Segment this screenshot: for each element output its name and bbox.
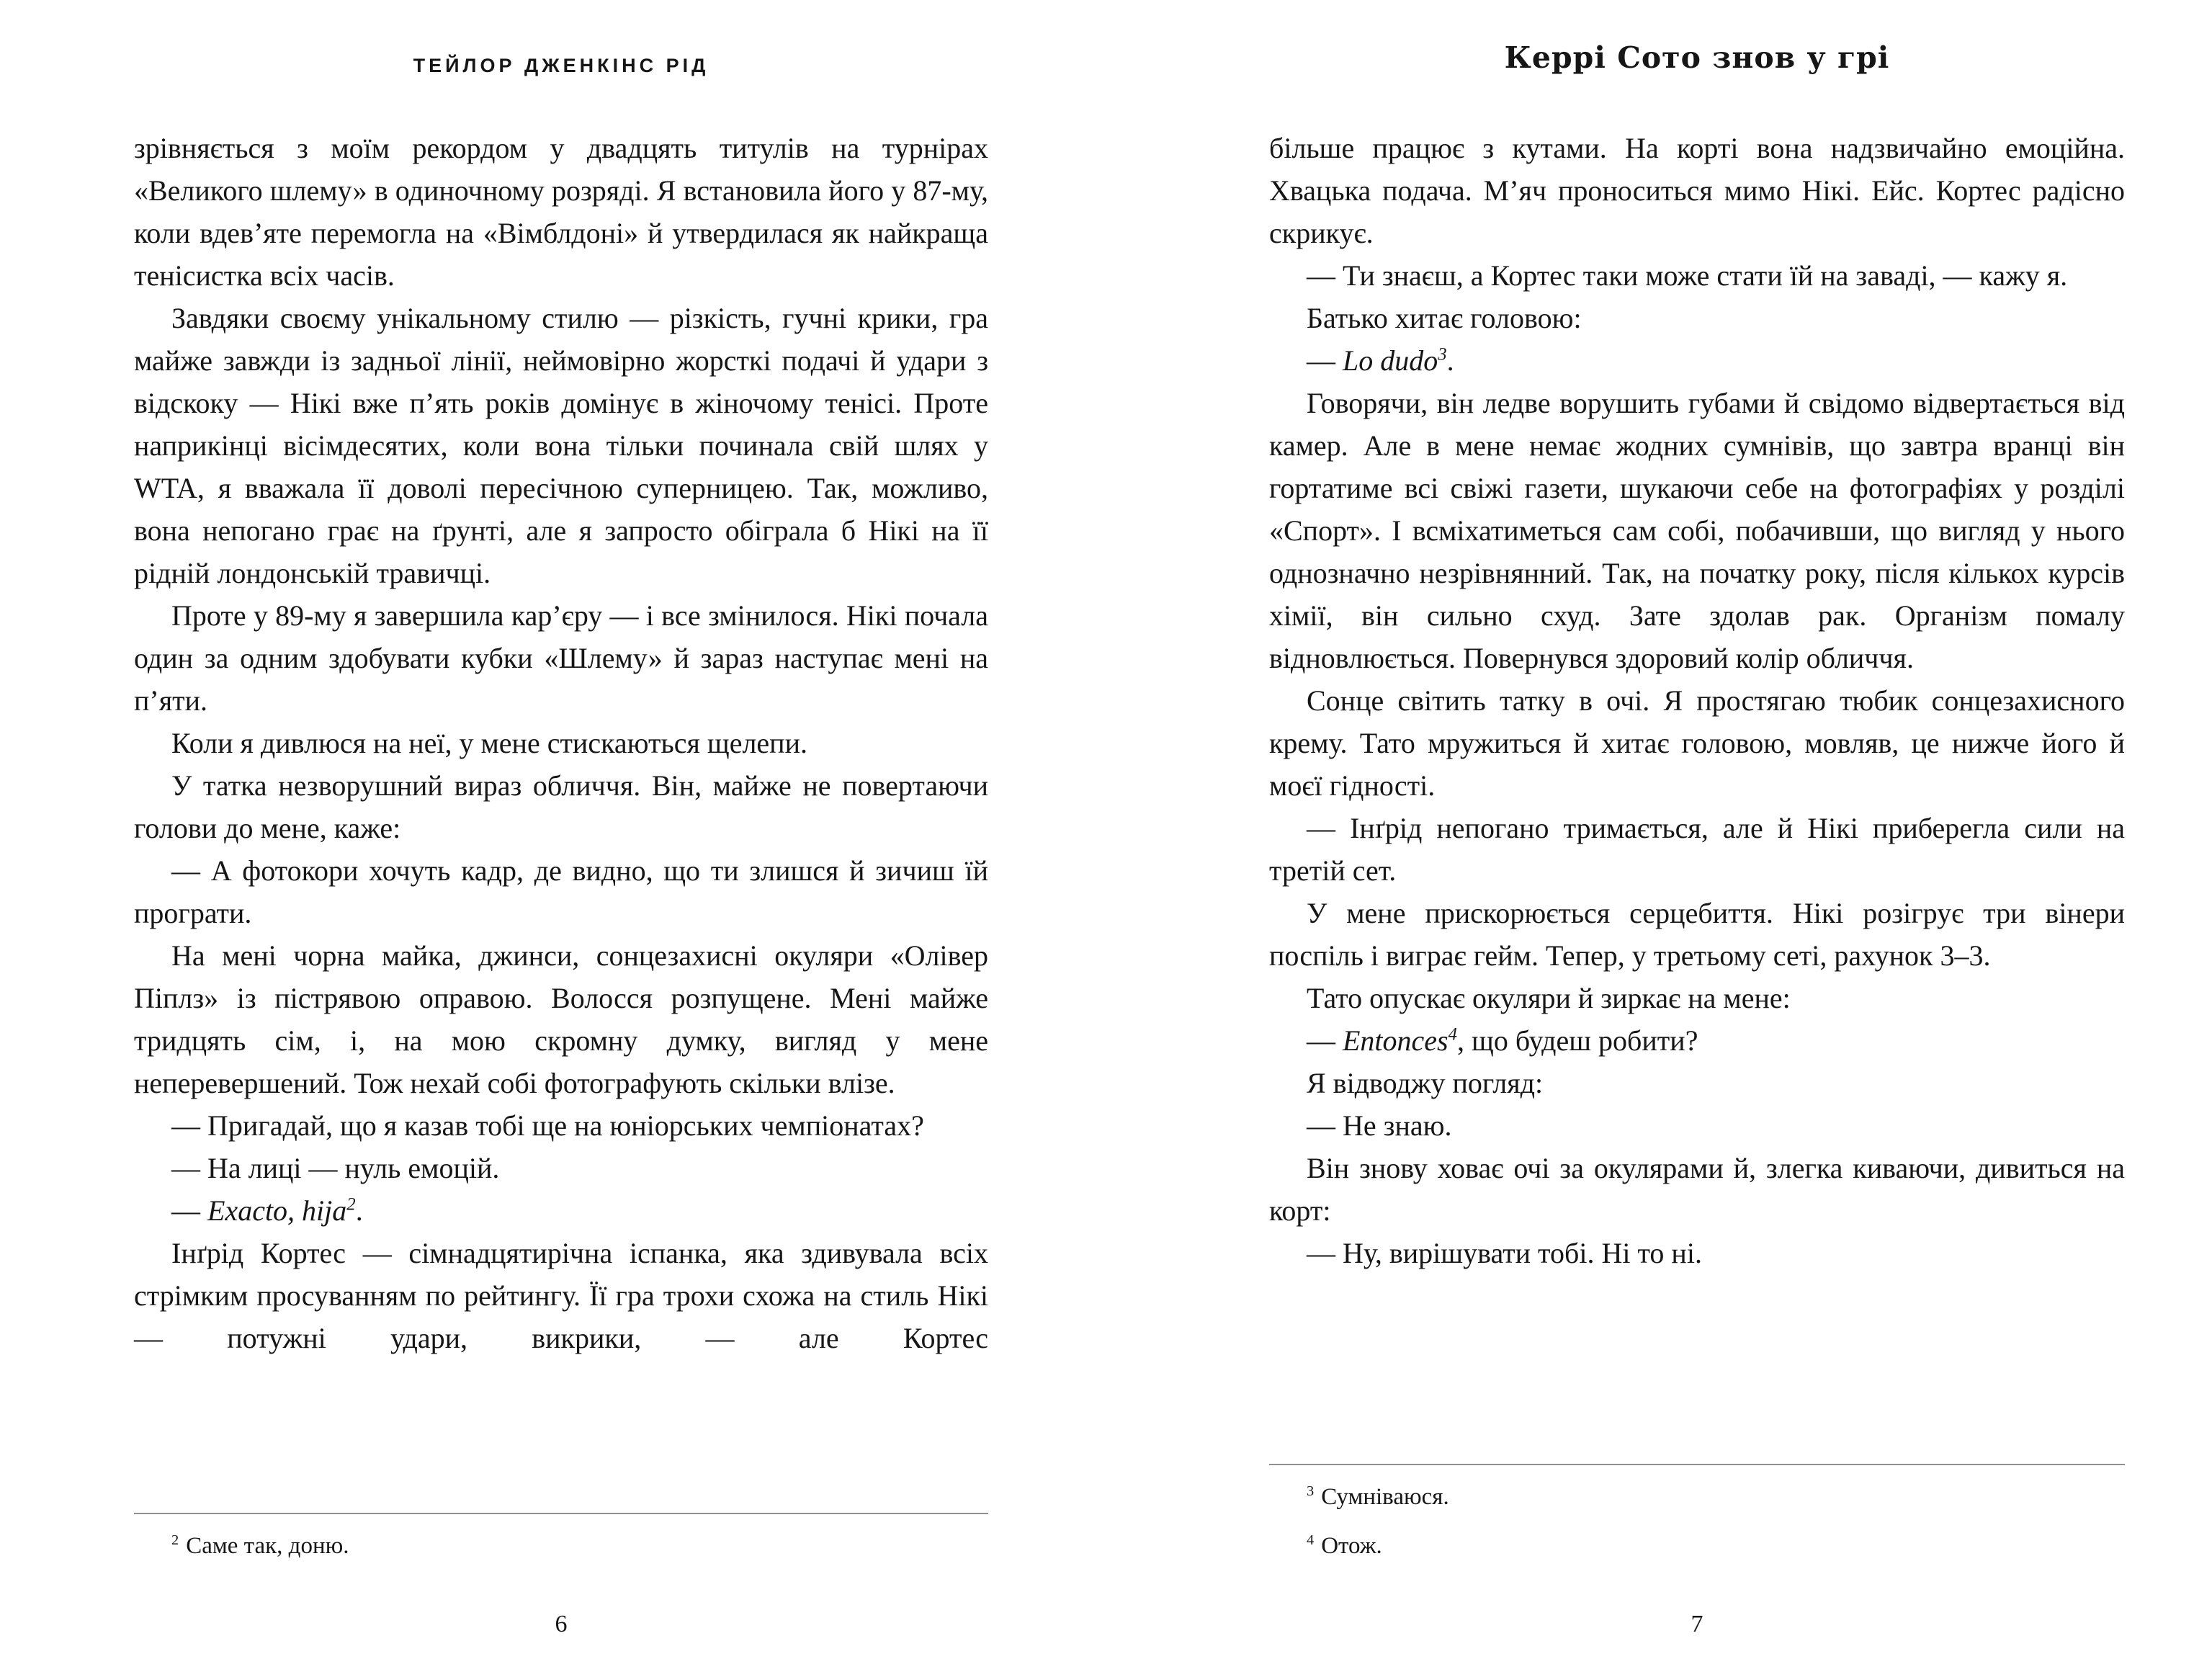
page-number-left: 6 (555, 1611, 568, 1637)
paragraph: Інґрід Кортес — сімнадцятирічна іспанка, яка здивувала всіх стрімким просуванням по рейтингу. Її гра трохи схожа на стиль Нікі — потужні удари, викрики, — але Кортес (134, 1237, 988, 1354)
paragraph: — Інґрід непогано тримається, але й Нікі приберегла сили на третій сет. (1269, 812, 2125, 887)
paragraph: — Ти знаєш, а Кортес таки може стати їй на заваді, — кажу я. (1307, 259, 2068, 292)
paragraph: Завдяки своєму унікальному стилю — різкість, гучні крики, гра майже завжди із задньої лінії, неймовірно жорсткі подачі й удари з відскоку — Нікі вже п’ять років домінує в жіночому тенісі. Проте наприкінці вісімдесятих, коли вона тільки починала свій шлях у WTA, я вважала її доволі пересічною суперницею. Так, можливо, вона непогано грає на ґрунті, але я запросто обіграла б Нікі на її рідній лондонській травичці. (134, 302, 988, 589)
footnote: $^3$ Сумніваюся. (1307, 1483, 1449, 1510)
paragraph: — Entonces$^4$, що будеш робити? (1307, 1024, 1698, 1057)
paragraph: Говорячи, він ледве ворушить губами й свідомо відвертається від камер. Але в мене немає жодних сумнівів, що завтра вранці він гортатиме всі свіжі газети, шукаючи себе на фотографіях у розділі «Спорт». І всміхатиметься сам собі, побачивши, що вигляд у нього однозначно незрівнянний. Так, на початку року, після кількох курсів хімії, він сильно схуд. Зате здолав рак. Організм помалу відновлюється. Повернувся здоровий колір обличчя. (1269, 387, 2125, 674)
page-left (134, 0, 988, 1659)
paragraph: — Exacto, hija$^2$. (171, 1194, 363, 1227)
footnote: $^2$ Саме так, доню. (171, 1532, 349, 1559)
running-head-author: ТЕЙЛОР ДЖЕНКІНС РІД (413, 55, 709, 76)
paragraph: Сонце світить татку в очі. Я простягаю тюбик сонцезахисного крему. Тато мружиться й хитає головою, мовляв, це нижче його й моєї гідності. (1269, 684, 2125, 802)
paragraph: — На лиці — нуль емоцій. (171, 1152, 500, 1184)
running-head-title: Керрі Сото знов у грі (1504, 40, 1890, 75)
paragraph: — А фотокори хочуть кадр, де видно, що ти злишся й зичиш їй програти. (134, 854, 988, 929)
left-body-text (134, 127, 988, 1359)
paragraph: На мені чорна майка, джинси, сонцезахисні окуляри «Олівер Піплз» із пістрявою оправою. Волосся розпущене. Мені майже тридцять сім, і, на мою скромну думку, вигляд у мене неперевершений. Тож нехай собі фотографують скільки влізе. (134, 939, 988, 1099)
paragraph: більше працює з кутами. На корті вона надзвичайно емоційна. Хвацька подача. М’яч проноситься мимо Нікі. Ейс. Кортес радісно скрикує. (1269, 132, 2125, 249)
paragraph: Проте у 89-му я завершила кар’єру — і все змінилося. Нікі почала один за одним здобувати кубки «Шлему» й зараз наступає мені на п’яти. (134, 599, 988, 717)
paragraph: Батько хитає головою: (1307, 302, 1582, 334)
paragraph: Я відводжу погляд: (1307, 1067, 1544, 1099)
paragraph: зрівняється з моїм рекордом у двадцять титулів на турнірах «Великого шлему» в одиночному розряді. Я встановила його у 87-му, коли вдев’яте перемогла на «Вімблдоні» й утвердилася як найкраща тенісистка всіх часів. (134, 132, 988, 292)
page-number-right: 7 (1691, 1611, 1703, 1637)
footnote: $^4$ Отож. (1307, 1532, 1382, 1559)
left-footnote-list (134, 1530, 988, 1562)
right-body-text (1269, 127, 2125, 1274)
paragraph: Тато опускає окуляри й зиркає на мене: (1307, 982, 1791, 1014)
footnote-separator-right (1269, 1464, 2125, 1465)
paragraph: Коли я дивлюся на неї, у мене стискаються щелепи. (171, 727, 807, 759)
paragraph: — Ну, вирішувати тобі. Ні то ні. (1307, 1237, 1702, 1269)
paragraph: — Пригадай, що я казав тобі ще на юніорських чемпіонатах? (171, 1109, 924, 1142)
paragraph: У мене прискорюється серцебиття. Нікі розігрує три вінери поспіль і виграє гейм. Тепер, у третьому сеті, рахунок 3–3. (1269, 897, 2125, 972)
paragraph: У татка незворушний вираз обличчя. Він, майже не повертаючи голови до мене, каже: (134, 769, 988, 844)
right-footnotes (1269, 1464, 2125, 1579)
paragraph: — Lo dudo$^3$. (1307, 344, 1454, 377)
paragraph: — Не знаю. (1307, 1109, 1452, 1142)
page-right (1269, 0, 2125, 1659)
left-footnotes (134, 1513, 988, 1579)
right-footnote-list (1269, 1481, 2125, 1562)
footnote-separator-left (134, 1513, 988, 1514)
paragraph: Він знову ховає очі за окулярами й, злегка киваючи, дивиться на корт: (1269, 1152, 2125, 1227)
